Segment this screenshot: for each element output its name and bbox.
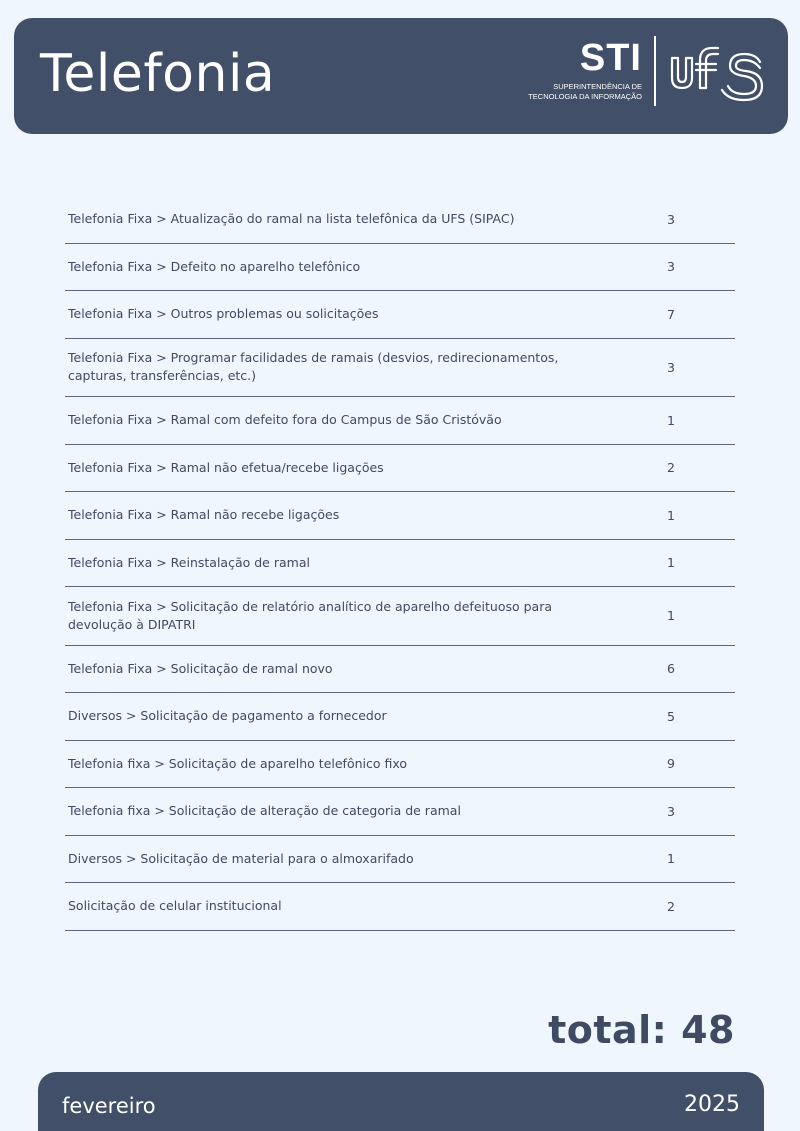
table-row bbox=[65, 291, 735, 339]
row-count: 1 bbox=[667, 507, 675, 523]
row-label: Telefonia Fixa > Ramal com defeito fora do Campus de São Cristóvão bbox=[68, 412, 502, 428]
row-count: 1 bbox=[667, 608, 675, 624]
requests-table bbox=[65, 196, 735, 931]
row-count: 2 bbox=[667, 898, 675, 914]
table-row bbox=[65, 587, 735, 646]
row-label: Telefonia Fixa > Defeito no aparelho telefônico bbox=[68, 258, 361, 274]
table-row bbox=[65, 445, 735, 493]
row-label: Solicitação de celular institucional bbox=[68, 898, 282, 914]
row-label: Telefonia Fixa > Outros problemas ou solicitações bbox=[68, 306, 379, 322]
header-banner bbox=[14, 18, 788, 134]
footer-banner bbox=[38, 1072, 764, 1131]
sti-ufs-logo bbox=[526, 36, 766, 108]
footer-month: fevereiro bbox=[62, 1094, 156, 1118]
table-row bbox=[65, 741, 735, 789]
row-label: Telefonia Fixa > Reinstalação de ramal bbox=[68, 554, 310, 570]
row-count: 9 bbox=[667, 756, 675, 772]
row-count: 1 bbox=[667, 851, 675, 867]
row-count: 7 bbox=[667, 306, 675, 322]
table-row bbox=[65, 646, 735, 694]
table-row bbox=[65, 788, 735, 836]
row-label: Telefonia fixa > Solicitação de aparelho telefônico fixo bbox=[68, 755, 408, 771]
table-row bbox=[65, 836, 735, 884]
row-count: 1 bbox=[667, 412, 675, 428]
table-row bbox=[65, 693, 735, 741]
sti-subtitle-line2: TECNOLOGIA DA INFORMAÇÃO bbox=[528, 92, 642, 101]
table-row bbox=[65, 883, 735, 931]
row-count: 3 bbox=[667, 211, 675, 227]
table-row bbox=[65, 397, 735, 445]
row-label: Diversos > Solicitação de material para o almoxarifado bbox=[68, 850, 414, 866]
row-count: 1 bbox=[667, 555, 675, 571]
total-count: total: 48 bbox=[548, 1008, 735, 1052]
row-label: Telefonia Fixa > Solicitação de ramal novo bbox=[68, 660, 333, 676]
page-title: Telefonia bbox=[40, 44, 276, 104]
sti-subtitle-line1: SUPERINTENDÊNCIA DE bbox=[553, 82, 642, 91]
row-count: 5 bbox=[667, 708, 675, 724]
row-count: 3 bbox=[667, 359, 675, 375]
table-row bbox=[65, 196, 735, 244]
table-row bbox=[65, 492, 735, 540]
row-count: 3 bbox=[667, 259, 675, 275]
row-count: 6 bbox=[667, 661, 675, 677]
row-label: Telefonia Fixa > Solicitação de relatório analítico de aparelho defeituoso para devolução à DIPATRI bbox=[68, 598, 552, 632]
row-count: 2 bbox=[667, 460, 675, 476]
row-count: 3 bbox=[667, 803, 675, 819]
row-label: Telefonia Fixa > Programar facilidades de ramais (desvios, redirecionamentos, capturas, transferências, etc.) bbox=[68, 350, 559, 384]
table-row bbox=[65, 339, 735, 398]
logo-divider bbox=[654, 36, 656, 106]
row-label: Telefonia Fixa > Atualização do ramal na lista telefônica da UFS (SIPAC) bbox=[68, 211, 515, 227]
table-row bbox=[65, 244, 735, 292]
ufs-logo-icon bbox=[666, 40, 766, 104]
row-label: Telefonia Fixa > Ramal não efetua/recebe ligações bbox=[68, 459, 384, 475]
footer-year: 2025 bbox=[684, 1092, 740, 1117]
row-label: Diversos > Solicitação de pagamento a fornecedor bbox=[68, 708, 387, 724]
sti-logo-subtitle bbox=[528, 82, 642, 102]
table-row bbox=[65, 540, 735, 588]
row-label: Telefonia fixa > Solicitação de alteração de categoria de ramal bbox=[68, 803, 461, 819]
row-label: Telefonia Fixa > Ramal não recebe ligações bbox=[68, 507, 340, 523]
sti-logo-text: STI bbox=[579, 37, 642, 79]
